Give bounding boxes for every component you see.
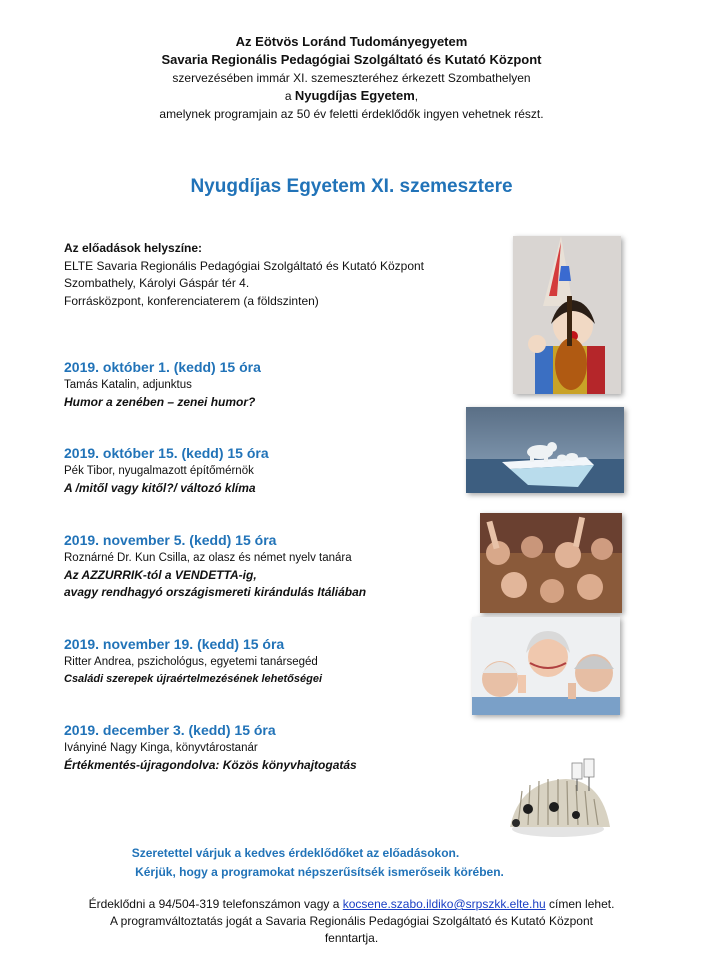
event-lecturer: Roznárné Dr. Kun Csilla, az olasz és német nyelv tanára xyxy=(64,552,352,564)
event-talk: Családi szerepek újraértelmezésének lehetőségei xyxy=(64,673,323,685)
event-lecturer: Ritter Andrea, pszichológus, egyetemi tanársegéd xyxy=(64,656,318,668)
event-2 xyxy=(64,443,464,497)
closing-line-1: Szeretettel várjuk a kedves érdeklődőket az előadásokon. xyxy=(131,846,460,860)
polar-bears-photo xyxy=(466,407,624,493)
header-line-4-suffix: , xyxy=(414,89,419,103)
book-hedgehog-photo xyxy=(488,735,630,843)
clown-violin-photo xyxy=(513,236,621,394)
header-line-4-prefix: a xyxy=(284,89,295,103)
event-lecturer: Iványiné Nagy Kinga, könyvtárostanár xyxy=(64,742,258,754)
page-title: Nyugdíjas Egyetem XI. szemesztere xyxy=(190,176,513,197)
event-1 xyxy=(64,357,464,411)
event-date: 2019. október 1. (kedd) 15 óra xyxy=(64,359,261,375)
header xyxy=(0,33,703,123)
contact-block xyxy=(0,896,703,947)
header-line-2: Savaria Regionális Pedagógiai Szolgáltató és Kutató Központ xyxy=(161,52,542,67)
event-date: 2019. október 15. (kedd) 15 óra xyxy=(64,445,269,461)
venue-line-3: Forrásközpont, konferenciaterem (a földszinten) xyxy=(64,293,319,308)
event-talk-line-2: avagy rendhagyó országismereti kirándulás Itáliában xyxy=(64,585,367,599)
closing-block xyxy=(0,844,703,882)
contact-line-2: A programváltoztatás jogát a Savaria Regionális Pedagógiai Szolgáltató és Kutató Központ xyxy=(110,914,593,928)
event-date: 2019. november 5. (kedd) 15 óra xyxy=(64,532,277,548)
event-4 xyxy=(64,634,464,688)
contact-suffix: címen lehet. xyxy=(545,897,615,911)
crowd-photo xyxy=(480,513,622,613)
event-lecturer: Tamás Katalin, adjunktus xyxy=(64,379,192,391)
venue-line-2: Szombathely, Károlyi Gáspár tér 4. xyxy=(64,276,250,290)
contact-line-1 xyxy=(0,896,703,913)
event-talk: Értékmentés-újragondolva: Közös könyvhajtogatás xyxy=(64,758,357,772)
contact-line-3: fenntartja. xyxy=(324,931,379,945)
header-line-4-bold: Nyugdíjas Egyetem xyxy=(294,88,415,103)
event-lecturer: Pék Tibor, nyugalmazott építőmérnök xyxy=(64,465,254,477)
closing-line-2: Kérjük, hogy a programokat népszerűsítsék ismerőseik körében. xyxy=(135,865,504,879)
event-talk: Humor a zenében – zenei humor? xyxy=(64,395,256,409)
event-5 xyxy=(64,720,464,774)
header-line-4 xyxy=(0,87,703,105)
contact-email-link[interactable]: kocsene.szabo.ildiko@srpszkk.elte.hu xyxy=(342,897,546,911)
header-line-1: Az Eötvös Loránd Tudományegyetem xyxy=(235,34,468,49)
header-line-3: szervezésében immár XI. szemeszteréhez érkezett Szombathelyen xyxy=(172,71,531,85)
event-3 xyxy=(64,530,464,601)
event-date: 2019. november 19. (kedd) 15 óra xyxy=(64,636,285,652)
venue-label: Az előadások helyszíne: xyxy=(64,241,203,255)
seniors-photo xyxy=(472,617,620,715)
event-talk: A /mitől vagy kitől?/ változó klíma xyxy=(64,481,256,495)
header-line-5: amelynek programjain az 50 év feletti érdeklődők ingyen vehetnek részt. xyxy=(159,107,544,121)
venue-block xyxy=(64,240,424,310)
event-talk: Az AZZURRIK-tól a VENDETTA-ig, xyxy=(64,568,257,582)
venue-line-1: ELTE Savaria Regionális Pedagógiai Szolgáltató és Kutató Központ xyxy=(64,258,425,273)
event-date: 2019. december 3. (kedd) 15 óra xyxy=(64,722,276,738)
contact-prefix: Érdeklődni a 94/504-319 telefonszámon vagy a xyxy=(88,897,343,911)
